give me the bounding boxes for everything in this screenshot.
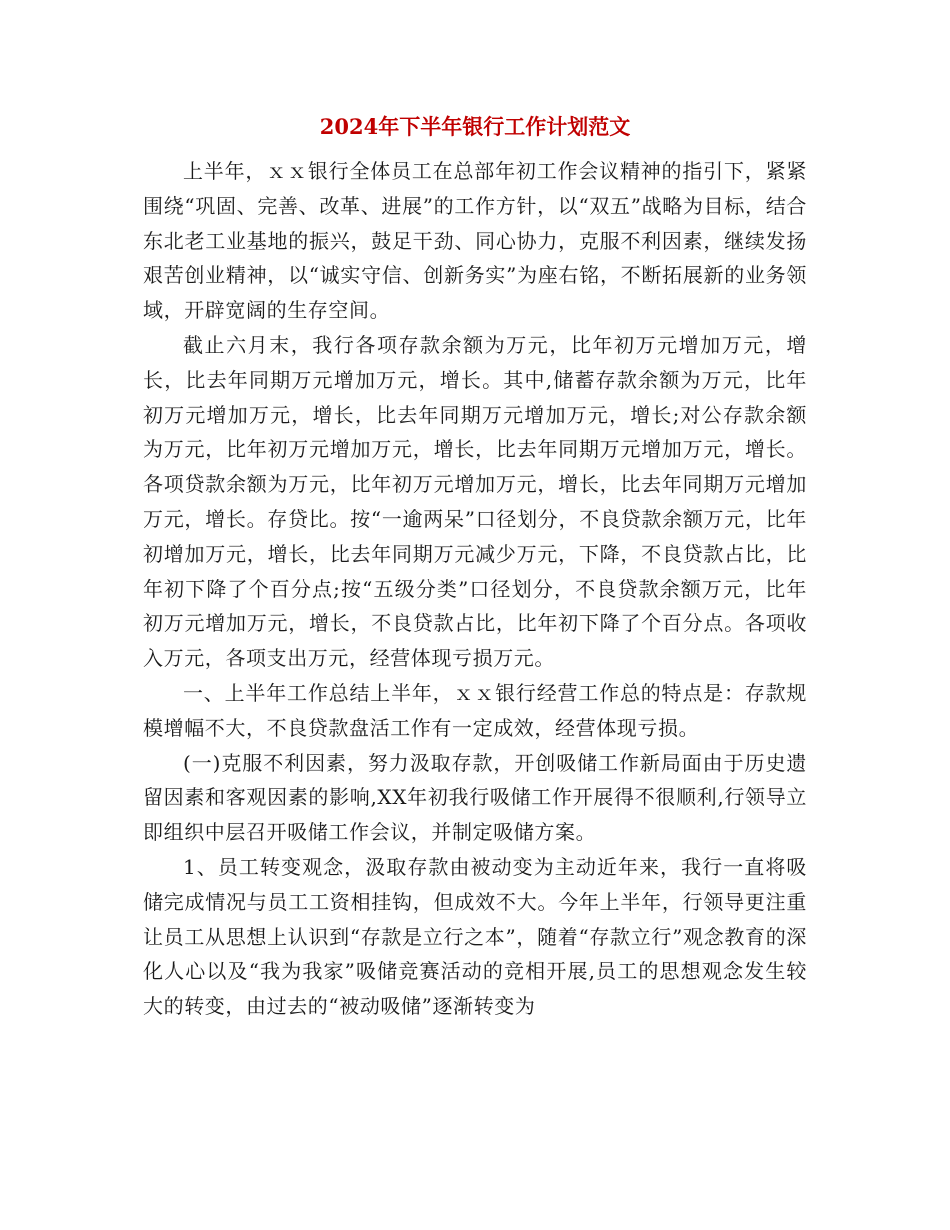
- paragraph-deposit-figures: 截止六月末，我行各项存款余额为万元，比年初万元增加万元，增长，比去年同期万元增加万元，增长。其中,储蓄存款余额为万元，比年初万元增加万元，增长，比去年同期万元增加万元，增长;对公存款余额为万元，比年初万元增加万元，增长，比去年同期万元增加万元，增长。各项贷款余额为万元，比年初万元增加万元，增长，比去年同期万元增加万元，增长。存贷比。按“一逾两呆”口径划分，不良贷款余额万元，比年初增加万元，增长，比去年同期万元减少万元，下降，不良贷款占比，比年初下降了个百分点;按“五级分类”口径划分，不良贷款余额万元，比年初万元增加万元，增长，不良贷款占比，比年初下降了个百分点。各项收入万元，各项支出万元，经营体现亏损万元。: [143, 332, 807, 671]
- paragraph-section-one: (一)克服不利因素，努力汲取存款，开创吸储工作新局面由于历史遗留因素和客观因素的影响,XX年初我行吸储工作开展得不很顺利,行领导立即组织中层召开吸储工作会议，并制定吸储方案。: [143, 750, 807, 845]
- document-page: [143, 112, 807, 1024]
- paragraph-summary: 一、上半年工作总结上半年，ｘｘ银行经营工作总的特点是：存款规模增幅不大，不良贷款盘活工作有一定成效，经营体现亏损。: [143, 680, 807, 740]
- paragraph-intro: 上半年，ｘｘ银行全体员工在总部年初工作会议精神的指引下，紧紧围绕“巩固、完善、改革、进展”的工作方针，以“双五”战略为目标，结合东北老工业基地的振兴，鼓足干劲、同心协力，克服不利因素，继续发扬艰苦创业精神，以“诚实守信、创新务实”为座右铭，不断拓展新的业务领域，开辟宽阔的生存空间。: [143, 159, 807, 323]
- document-title: 2024年下半年银行工作计划范文: [319, 114, 631, 139]
- paragraph-item-one: 1、员工转变观念，汲取存款由被动变为主动近年来，我行一直将吸储完成情况与员工工资相挂钩，但成效不大。今年上半年，行领导更注重让员工从思想上认识到“存款是立行之本”，随着“存款立行”观念教育的深化人心以及“我为我家”吸储竞赛活动的竞相开展,员工的思想观念发生较大的转变，由过去的“被动吸储”逐渐转变为: [143, 854, 807, 1019]
